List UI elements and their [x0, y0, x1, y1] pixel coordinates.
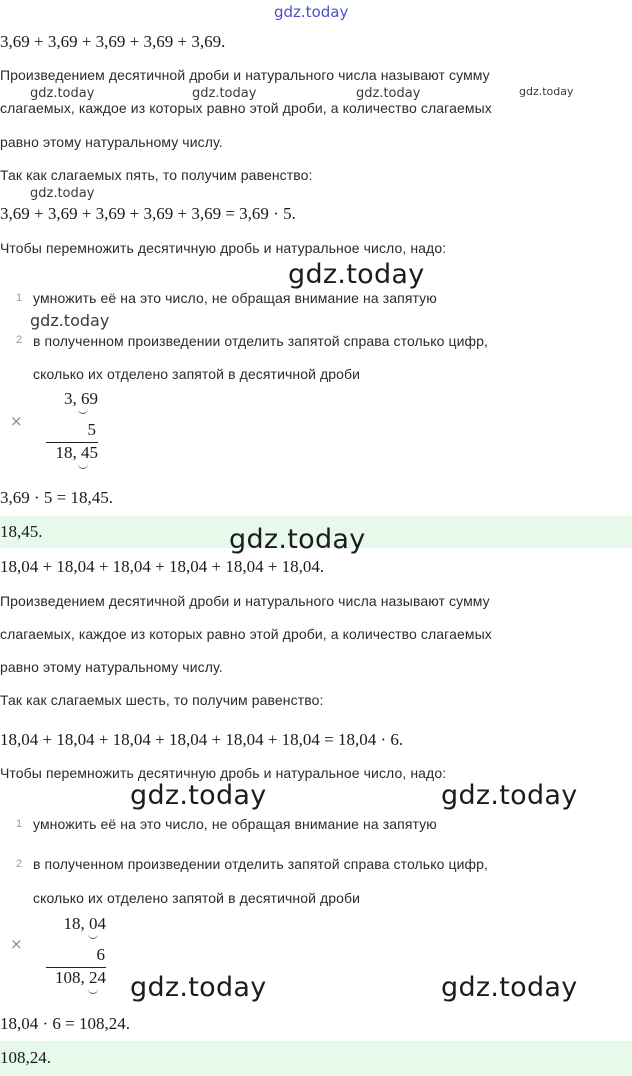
step-text: умножить её на это число, не обращая внимание на запятую	[33, 290, 437, 306]
definition-line-2: слагаемых, каждое из которых равно этой дроби, а количество слагаемых	[0, 626, 492, 642]
answer-2: 108,24.	[0, 1048, 51, 1067]
answer-1: 18,45.	[0, 522, 43, 541]
watermark-small: gdz.today	[30, 86, 95, 101]
comma-brace	[78, 462, 88, 469]
answer-box-2	[0, 1041, 632, 1076]
comma-brace	[88, 987, 98, 994]
step-number: 2	[16, 858, 23, 870]
rule-intro-1: Чтобы перемножить десятичную дробь и натуральное число, надо:	[0, 240, 447, 256]
watermark-large: gdz.today	[288, 259, 425, 290]
step-text: умножить её на это число, не обращая внимание на запятую	[33, 816, 437, 832]
column-result: 108, 24	[55, 968, 106, 987]
definition-line-3: равно этому натуральному числу.	[0, 659, 223, 675]
definition-line-2: слагаемых, каждое из которых равно этой дроби, а количество слагаемых	[0, 100, 492, 116]
column-bottom-number: 5	[87, 420, 96, 439]
sum-expression-1: 3,69 + 3,69 + 3,69 + 3,69 + 3,69.	[0, 32, 226, 51]
watermark-small: gdz.today	[356, 86, 421, 101]
watermark-large: gdz.today	[229, 524, 366, 555]
result-line-1: 3,69 · 5 = 18,45.	[0, 488, 113, 507]
step-text: в полученном произведении отделить запятой справа столько цифр,	[33, 856, 488, 872]
result-line-2: 18,04 · 6 = 108,24.	[0, 1014, 130, 1033]
step-number: 1	[16, 292, 23, 304]
column-bottom-number: 6	[96, 945, 105, 964]
watermark-small: gdz.today	[30, 186, 95, 201]
definition-line-1: Произведением десятичной дроби и натурального числа называют сумму	[0, 67, 490, 83]
comma-brace	[88, 932, 98, 939]
step-number: 2	[16, 334, 23, 346]
comma-brace	[78, 407, 88, 414]
count-text-1: Так как слагаемых пять, то получим равенство:	[0, 167, 313, 183]
column-result: 18, 45	[55, 443, 98, 462]
step-text: сколько их отделено запятой в десятичной дроби	[33, 890, 361, 906]
rule-intro-2: Чтобы перемножить десятичную дробь и натуральное число, надо:	[0, 765, 447, 781]
watermark-top: gdz.today	[274, 3, 349, 21]
watermark-large: gdz.today	[441, 780, 578, 811]
column-top-number: 3, 69	[64, 389, 98, 408]
watermark-large: gdz.today	[130, 972, 267, 1003]
watermark-small: gdz.today	[519, 85, 574, 98]
column-top-number: 18, 04	[63, 914, 106, 933]
equality-2: 18,04 + 18,04 + 18,04 + 18,04 + 18,04 + 18,04 = 18,04 · 6.	[0, 730, 404, 749]
step-text: сколько их отделено запятой в десятичной дроби	[33, 366, 361, 382]
step-text: в полученном произведении отделить запятой справа столько цифр,	[33, 333, 488, 349]
sum-expression-2: 18,04 + 18,04 + 18,04 + 18,04 + 18,04 + 18,04.	[0, 557, 325, 576]
definition-line-3: равно этому натуральному числу.	[0, 134, 223, 150]
equality-1: 3,69 + 3,69 + 3,69 + 3,69 + 3,69 = 3,69 · 5.	[0, 204, 296, 223]
watermark-small: gdz.today	[192, 86, 257, 101]
multiply-sign: ×	[10, 412, 23, 430]
watermark-small: gdz.today	[30, 311, 110, 330]
watermark-large: gdz.today	[441, 972, 578, 1003]
watermark-large: gdz.today	[130, 780, 267, 811]
step-number: 1	[16, 818, 23, 830]
definition-line-1: Произведением десятичной дроби и натурального числа называют сумму	[0, 593, 490, 609]
count-text-2: Так как слагаемых шесть, то получим равенство:	[0, 692, 324, 708]
multiply-sign: ×	[10, 935, 23, 953]
